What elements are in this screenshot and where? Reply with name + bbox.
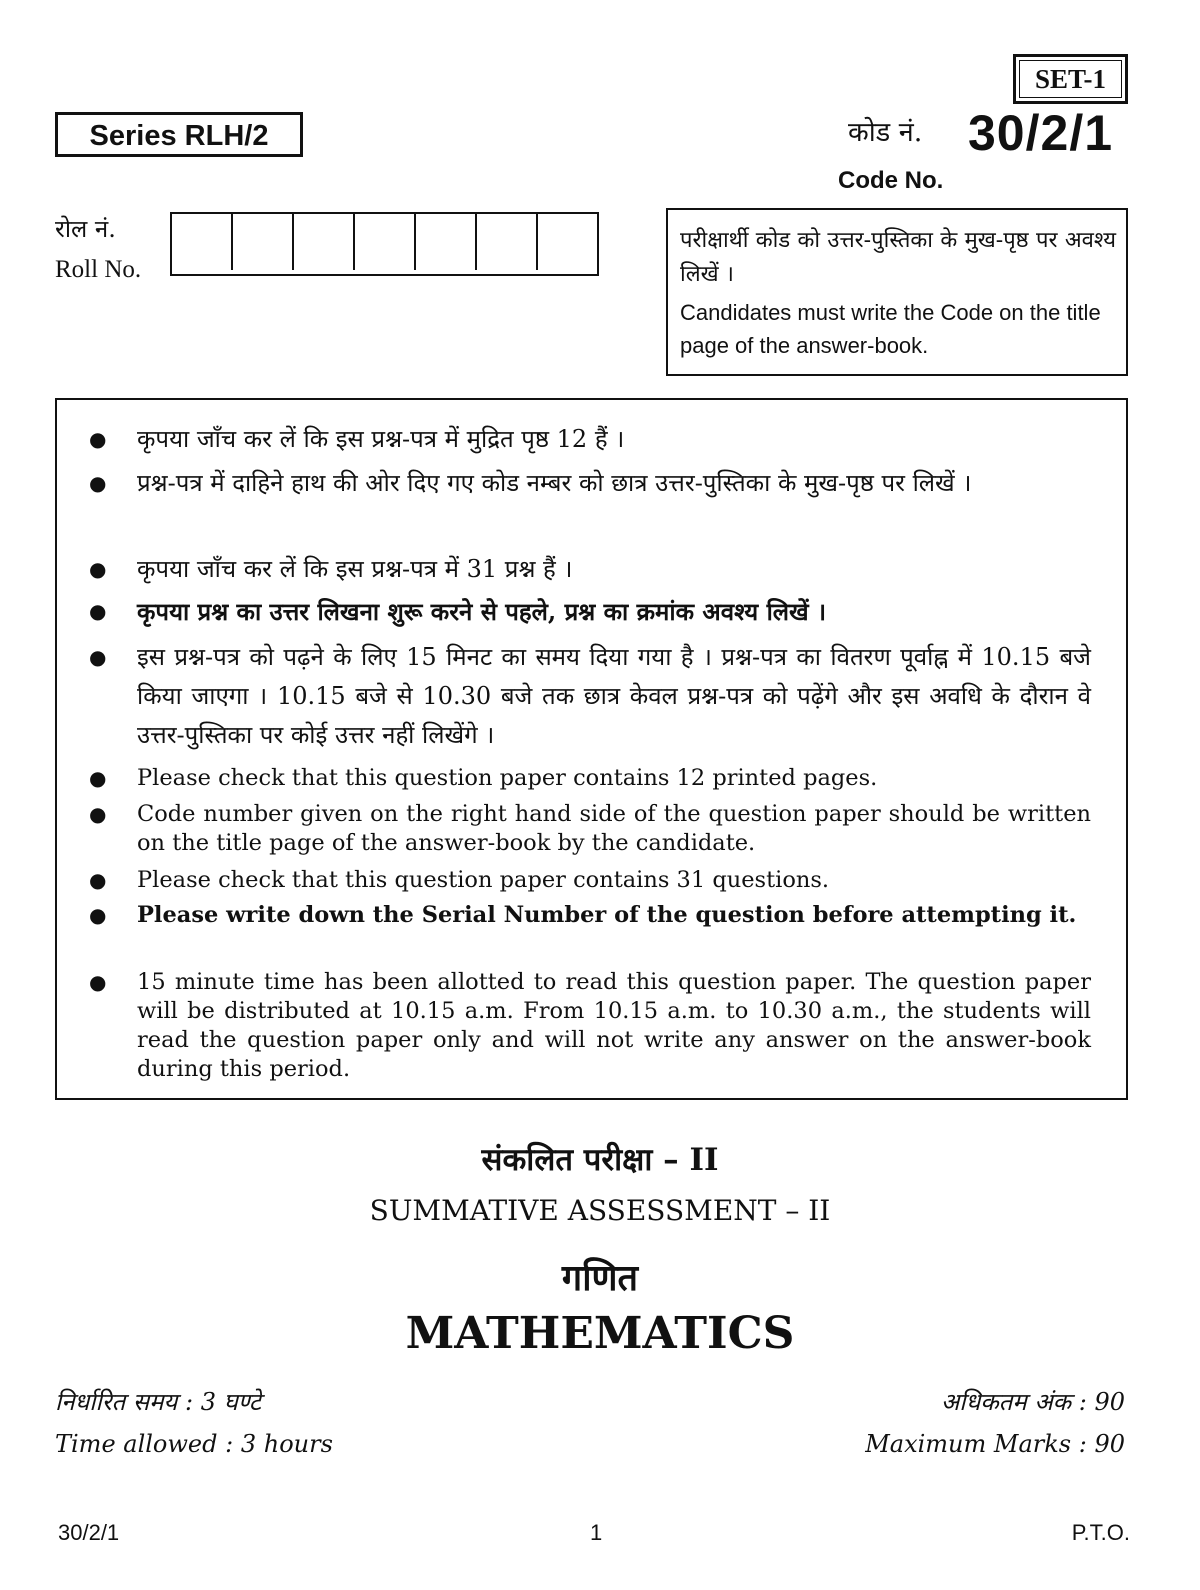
page-number: 1 [590, 1520, 603, 1545]
series-label: Series RLH/2 [89, 120, 269, 152]
instruction-text: Please check that this question paper contains 12 printed pages. [137, 765, 878, 791]
roll-label-hindi: रोल नं. [55, 215, 116, 243]
instructions-box [55, 398, 1128, 1100]
instruction-item [89, 901, 1091, 930]
roll-number-box[interactable] [233, 214, 294, 270]
subject-title-english: MATHEMATICS [405, 1308, 795, 1359]
series-box [55, 112, 303, 157]
roll-number-boxes[interactable] [170, 212, 599, 276]
bullet-icon: ● [89, 599, 107, 623]
instruction-text: प्रश्न-पत्र में दाहिने हाथ की ओर दिए गए कोड नम्बर को छात्र उत्तर-पुस्तिका के मुख-पृष्ठ पर लिखें । [137, 469, 972, 497]
bullet-icon: ● [89, 557, 107, 581]
instruction-text: 15 minute time has been allotted to read this question paper. The question paper will be distributed at 10.15 a.m. From 10.15 a.m. to 10.30 a.m., the students will read the question paper only and will not write any answer on the answer-book during this period. [137, 969, 1091, 1082]
bullet-icon: ● [89, 970, 107, 994]
code-instruction-hindi: परीक्षार्थी कोड को उत्तर-पुस्तिका के मुख-पृष्ठ पर अवश्य लिखें । [680, 228, 1116, 287]
bullet-icon: ● [89, 471, 107, 495]
instruction-item [89, 638, 1091, 755]
instruction-item [89, 764, 1091, 793]
exam-title-english: SUMMATIVE ASSESSMENT – II [369, 1194, 831, 1227]
code-instruction-english: Candidates must write the Code on the title page of the answer-book. [680, 300, 1101, 358]
instruction-text: कृपया प्रश्न का उत्तर लिखना शुरू करने से पहले, प्रश्न का क्रमांक अवश्य लिखें । [137, 597, 827, 626]
instruction-text: Please check that this question paper contains 31 questions. [137, 867, 830, 893]
roll-number-box[interactable] [538, 214, 597, 270]
bullet-icon: ● [89, 802, 107, 826]
roll-number-box[interactable] [355, 214, 416, 270]
time-allowed-english: Time allowed : 3 hours [55, 1430, 333, 1458]
instruction-text: Code number given on the right hand side of the question paper should be written on the title page of the answer-book by the candidate. [137, 801, 1091, 856]
bullet-icon: ● [89, 868, 107, 892]
instruction-text: कृपया जाँच कर लें कि इस प्रश्न-पत्र में मुद्रित पृष्ठ 12 हैं । [137, 425, 625, 453]
instruction-item [89, 592, 1091, 631]
instruction-item [89, 420, 1091, 459]
max-marks-english: Maximum Marks : 90 [865, 1430, 1125, 1458]
instruction-item [89, 866, 1091, 895]
roll-number-box[interactable] [294, 214, 355, 270]
code-instruction-box [666, 208, 1128, 376]
instruction-text: कृपया जाँच कर लें कि इस प्रश्न-पत्र में 31 प्रश्न हैं । [137, 555, 573, 583]
bullet-icon: ● [89, 645, 107, 669]
code-label-english: Code No. [838, 167, 944, 194]
time-allowed-hindi: निर्धारित समय : 3 घण्टे [55, 1388, 262, 1416]
roll-number-box[interactable] [172, 214, 233, 270]
instruction-item [89, 800, 1091, 858]
max-marks-hindi: अधिकतम अंक : 90 [940, 1388, 1125, 1416]
instruction-item [89, 464, 1091, 503]
roll-number-box[interactable] [477, 214, 538, 270]
bullet-icon: ● [89, 766, 107, 790]
pto-label: P.T.O. [1071, 1520, 1130, 1545]
code-number: 30/2/1 [968, 105, 1114, 161]
footer-code: 30/2/1 [58, 1520, 120, 1545]
instruction-item [89, 968, 1091, 1084]
roll-label-english: Roll No. [55, 256, 142, 283]
set-badge [1013, 54, 1128, 104]
instruction-text: Please write down the Serial Number of the question before attempting it. [137, 902, 1077, 928]
instruction-text: इस प्रश्न-पत्र को पढ़ने के लिए 15 मिनट का समय दिया गया है । प्रश्न-पत्र का वितरण पूर्वाह्न में 10.15 बजे किया जाएगा । 10.15 बजे से 10.30 बजे तक छात्र केवल प्रश्न-पत्र को पढ़ेंगे और इस अवधि के दौरान वे उत्तर-पुस्तिका पर कोई उत्तर नहीं लिखेंगे । [137, 643, 1091, 749]
instruction-item [89, 550, 1091, 589]
code-label-hindi: कोड नं. [848, 117, 923, 148]
exam-title-hindi: संकलित परीक्षा – II [481, 1142, 719, 1178]
set-label: SET-1 [1034, 64, 1107, 94]
bullet-icon: ● [89, 427, 107, 451]
subject-title-hindi: गणित [561, 1257, 639, 1299]
roll-number-box[interactable] [416, 214, 477, 270]
bullet-icon: ● [89, 903, 107, 927]
